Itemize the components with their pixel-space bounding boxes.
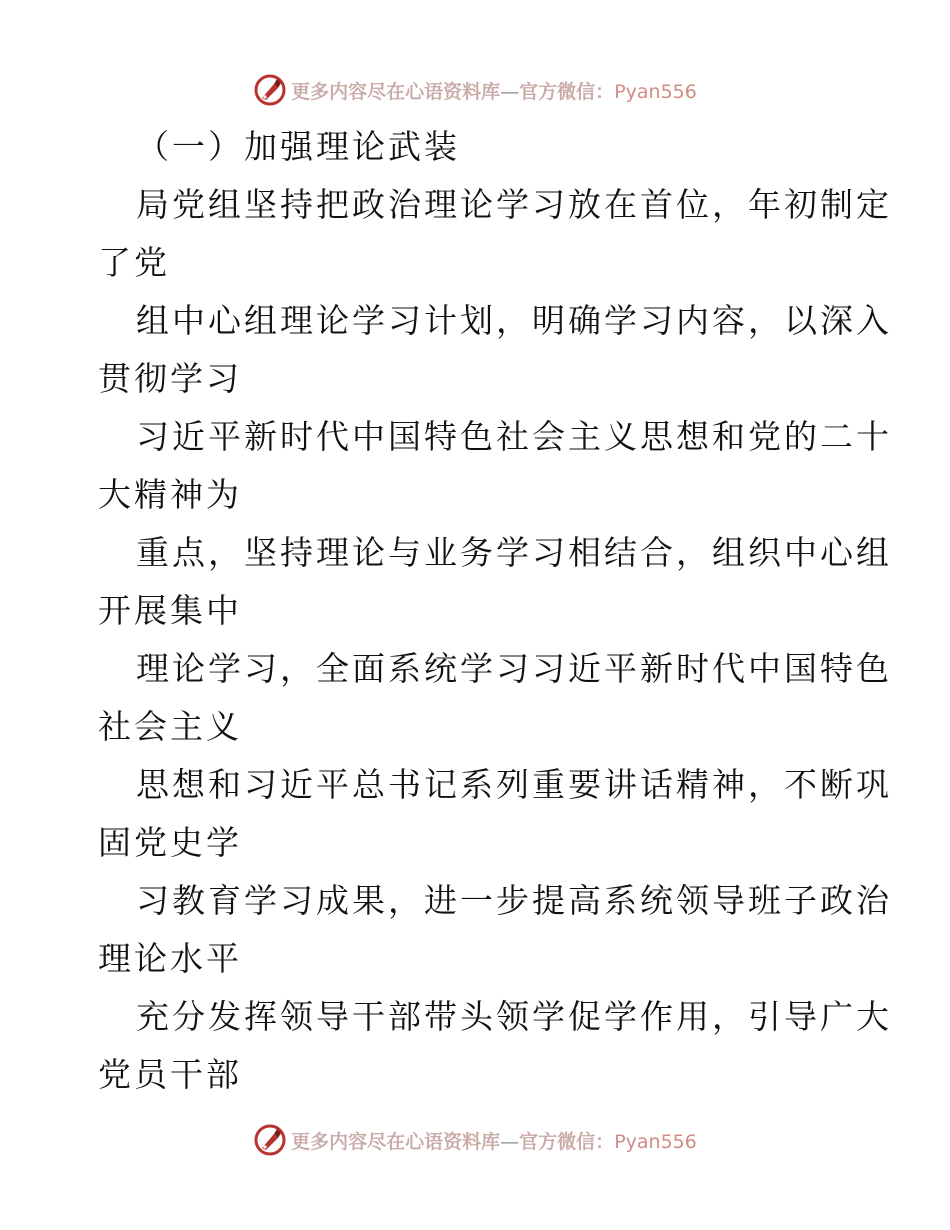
paragraph-line: 习教育学习成果，进一步提高系统领导班子政治 (136, 881, 892, 920)
paragraph-line: 充分发挥领导干部带头领学促学作用，引导广大 (136, 997, 892, 1036)
paragraph-line: 大精神为 (98, 475, 242, 514)
paragraph-line: 社会主义 (98, 707, 242, 746)
paragraph-line: 思想和习近平总书记系列重要讲话精神，不断巩 (136, 765, 892, 804)
paragraph-line: 局党组坚持把政治理论学习放在首位，年初制定 (136, 185, 892, 224)
pen-nib-logo-icon (253, 1123, 287, 1157)
watermark-account: Pyan556 (614, 80, 697, 103)
watermark-text (291, 77, 697, 104)
paragraph-line: 重点，坚持理论与业务学习相结合，组织中心组 (136, 533, 892, 572)
paragraph-line: 理论水平 (98, 939, 242, 978)
watermark-suffix: 官方微信： (519, 1130, 615, 1153)
paragraph-line: 习近平新时代中国特色社会主义思想和党的二十 (136, 417, 892, 456)
watermark-separator: — (500, 80, 520, 103)
paragraph-line: 组中心组理论学习计划，明确学习内容，以深入 (136, 301, 892, 340)
watermark-main: 更多内容尽在心语资料库 (291, 1130, 501, 1153)
footer-watermark (0, 1120, 950, 1160)
watermark-account: Pyan556 (614, 1130, 697, 1153)
pen-nib-logo-icon (253, 73, 287, 107)
watermark-separator: — (500, 1130, 520, 1153)
paragraph-line: 贯彻学习 (98, 359, 242, 398)
paragraph-line: 理论学习，全面系统学习习近平新时代中国特色 (136, 649, 892, 688)
paragraph-line: 开展集中 (98, 591, 242, 630)
paragraph-line: 了党 (98, 243, 170, 282)
section-heading: （一）加强理论武装 (136, 127, 460, 166)
header-watermark (0, 70, 950, 110)
paragraph-line: 党员干部 (98, 1055, 242, 1094)
watermark-suffix: 官方微信： (519, 80, 615, 103)
paragraph-line: 固党史学 (98, 823, 242, 862)
watermark-text (291, 1127, 697, 1154)
watermark-main: 更多内容尽在心语资料库 (291, 80, 501, 103)
